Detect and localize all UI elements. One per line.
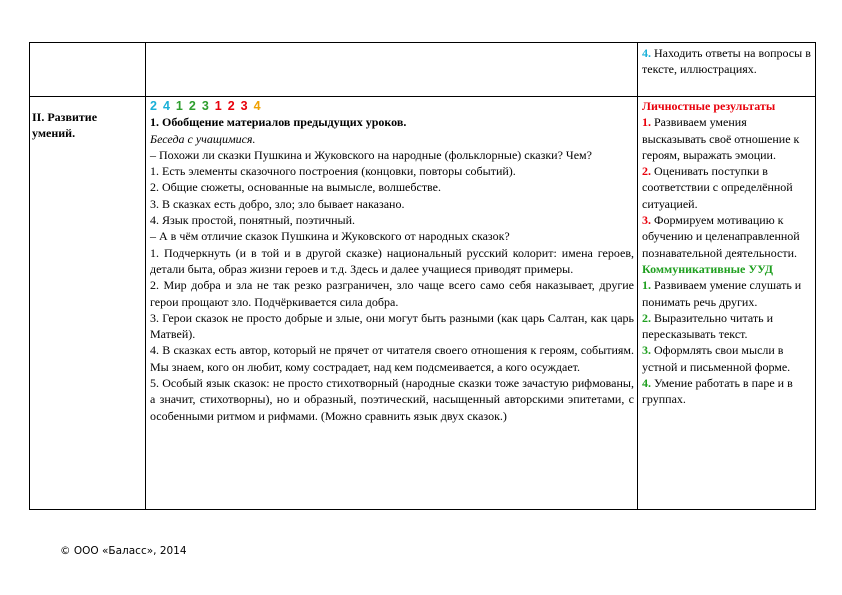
personal-item [642, 212, 812, 261]
lesson-table [29, 42, 816, 510]
result-code: 4 [162, 99, 170, 113]
content-line: 2. Общие сюжеты, основанные на вымысле, волшебстве. [150, 180, 441, 195]
item-text: Развиваем умения высказывать своё отношение к героям, выражать эмоции. [642, 115, 800, 162]
copyright-footer: © ООО «Баласс», 2014 [60, 545, 187, 557]
section-heading: 1. Обобщение материалов предыдущих уроков. [150, 115, 407, 130]
item-text: Развиваем умение слушать и понимать речь других. [642, 278, 802, 309]
result-code: 2 [150, 99, 157, 113]
item-text: Оценивать поступки в соответствии с определённой ситуацией. [642, 164, 793, 211]
table-row [30, 97, 816, 510]
content-line: 5. Особый язык сказок: не просто стихотворный (народные сказки тоже зачастую рифмованы, а значит, стихотворны), но и образный, поэтический, насыщенный авторскими эпитетами, с особенными ритмом и рифмами. (Можно сравнить язык двух сказок.) [150, 376, 634, 423]
content-line: 3. В сказках есть добро, зло; зло бывает наказано. [150, 196, 405, 211]
result-code: 3 [240, 99, 248, 113]
item-number: 1. [642, 115, 651, 130]
item-number: 4. [642, 376, 651, 391]
communicative-title: Коммуникативные УУД [642, 261, 774, 276]
content-line: 4. В сказках есть автор, который не прячет от читателя своего отношения к героям, событиям. Мы знаем, кого он любит, кому сострадает, над кем подсмеивается, а кого осуждает. [150, 343, 634, 374]
communicative-item [642, 277, 812, 310]
result-code: 2 [188, 99, 196, 113]
results-cell [638, 97, 816, 510]
item-text: Умение работать в паре и в группах. [642, 376, 793, 407]
result-code: 1 [175, 99, 183, 113]
result-code: 3 [201, 99, 209, 113]
item-text: Выразительно читать и пересказывать текст. [642, 310, 774, 342]
item-number: 3. [642, 213, 651, 228]
content-line: 1. Есть элементы сказочного построения (концовки, повторы событий). [150, 164, 516, 179]
table-row [30, 43, 816, 97]
results-cell-top [638, 43, 816, 97]
result-codes [150, 98, 634, 114]
content-line: 1. Подчеркнуть (и в той и в другой сказке) национальный русский колорит: имена героев, детали быта, образ жизни героев и т.д. Здесь и далее учащиеся приводят примеры. [150, 245, 634, 276]
personal-item [642, 163, 812, 212]
result-code: 4 [253, 99, 261, 113]
content-line: – А в чём отличие сказок Пушкина и Жуковского от народных сказок? [150, 229, 510, 244]
stage-cell [30, 97, 146, 510]
stage-cell-empty [30, 43, 146, 97]
item-text: Находить ответы на вопросы в тексте, иллюстрациях. [642, 46, 811, 77]
content-cell [146, 97, 638, 510]
personal-results-title: Личностные результаты [642, 99, 776, 113]
communicative-item [642, 342, 812, 375]
item-text: Оформлять свои мысли в устной и письменной форме. [642, 343, 791, 374]
result-code: 2 [227, 99, 235, 113]
item-number: 2. [642, 164, 651, 179]
item-text: Формируем мотивацию к обучению и целенаправленной познавательной деятельности. [642, 213, 800, 260]
communicative-item [642, 310, 812, 343]
content-line: 2. Мир добра и зла не так резко разграничен, зло чаще всего само себя наказывает, другие герои прощают зло. Подчёркивается сила добра. [150, 278, 634, 309]
content-cell-empty [146, 43, 638, 97]
stage-title: II. Развитие умений. [32, 110, 98, 141]
item-number: 4. [642, 46, 651, 60]
item-number: 1. [642, 278, 651, 293]
result-code: 1 [214, 99, 222, 113]
content-line: – Похожи ли сказки Пушкина и Жуковского на народные (фольклорные) сказки? Чем? [150, 147, 592, 162]
item-number: 3. [642, 343, 651, 358]
section-subheading: Беседа с учащимися. [150, 131, 256, 146]
content-line: 4. Язык простой, понятный, поэтичный. [150, 213, 356, 228]
item-number: 2. [642, 310, 651, 325]
personal-item [642, 114, 812, 163]
content-line: 3. Герои сказок не просто добрые и злые, они могут быть разными (как царь Салтан, как царь Матвей). [150, 310, 634, 342]
communicative-item [642, 375, 812, 408]
